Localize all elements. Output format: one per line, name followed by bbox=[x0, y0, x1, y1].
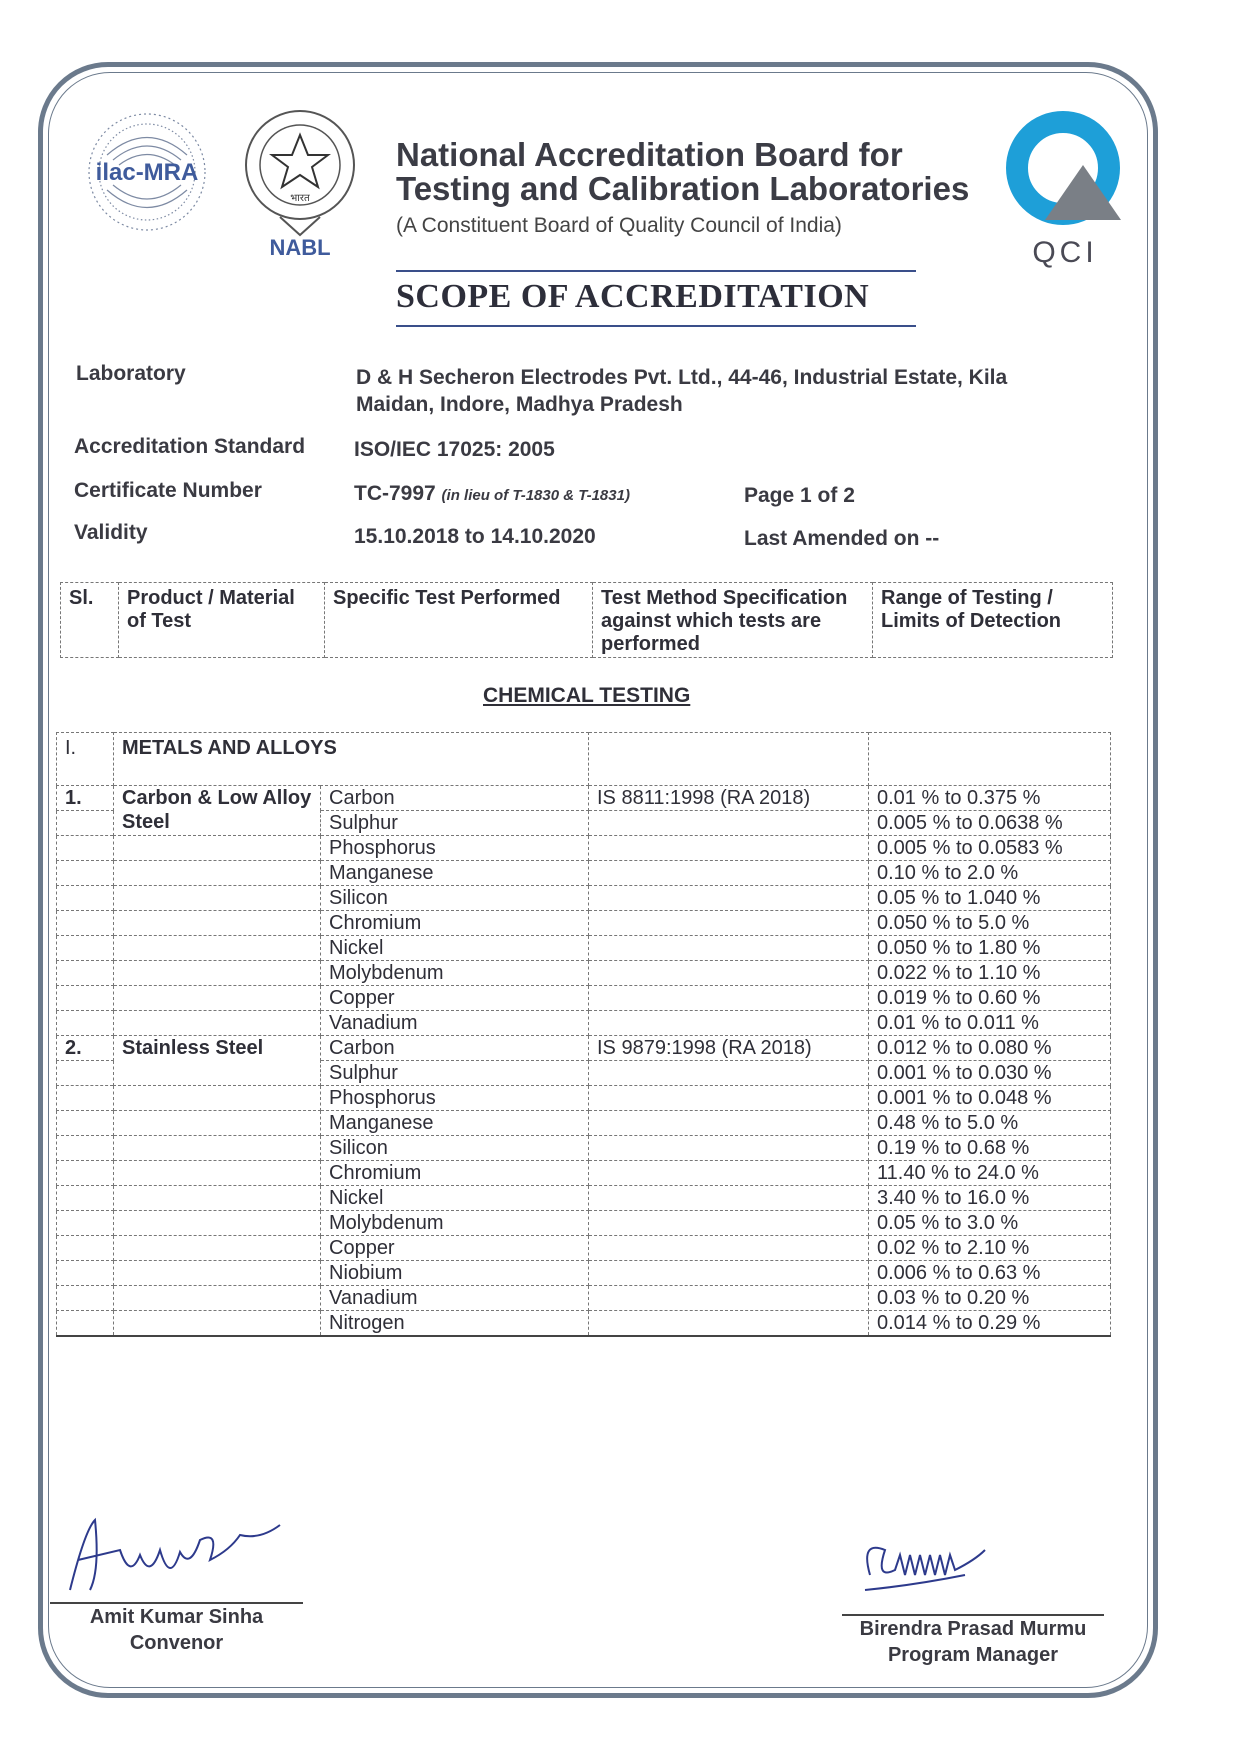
signature-left-name: Amit Kumar Sinha bbox=[89, 1606, 264, 1628]
column-header-table bbox=[60, 582, 1113, 658]
ilac-logo-text: ilac-MRA bbox=[95, 159, 199, 186]
test-name: Manganese bbox=[321, 861, 589, 886]
product-empty bbox=[114, 836, 321, 861]
row-number: 2. bbox=[57, 1036, 114, 1061]
product-empty bbox=[114, 936, 321, 961]
product-empty bbox=[114, 1136, 321, 1161]
range-value: 0.02 % to 2.10 % bbox=[869, 1236, 1111, 1261]
table-row bbox=[57, 936, 1111, 961]
section-row bbox=[57, 733, 1111, 786]
table-row bbox=[57, 911, 1111, 936]
row-number-empty bbox=[57, 1061, 114, 1086]
range-value: 0.05 % to 3.0 % bbox=[869, 1211, 1111, 1236]
col-header-test: Specific Test Performed bbox=[325, 583, 593, 658]
test-name: Phosphorus bbox=[321, 836, 589, 861]
test-name: Molybdenum bbox=[321, 961, 589, 986]
test-name: Silicon bbox=[321, 886, 589, 911]
validity-value: 15.10.2018 to 14.10.2020 bbox=[354, 525, 596, 548]
product-empty bbox=[114, 1236, 321, 1261]
method-cell bbox=[589, 911, 869, 936]
test-name: Carbon bbox=[321, 786, 589, 811]
table-row bbox=[57, 861, 1111, 886]
product-empty bbox=[114, 1011, 321, 1036]
product-empty bbox=[114, 886, 321, 911]
title-rule-top bbox=[396, 270, 916, 272]
table-row bbox=[57, 1236, 1111, 1261]
col-header-product: Product / Material of Test bbox=[119, 583, 325, 658]
signature-left bbox=[60, 1510, 310, 1600]
method-cell bbox=[589, 1186, 869, 1211]
product-empty bbox=[114, 1261, 321, 1286]
ilac-mra-logo bbox=[85, 110, 210, 235]
signature-left-rule bbox=[50, 1602, 303, 1604]
table-row bbox=[57, 986, 1111, 1011]
row-number-empty bbox=[57, 1086, 114, 1111]
certificate-number: TC-7997 bbox=[354, 482, 436, 505]
certificate-label: Certificate Number bbox=[74, 479, 262, 502]
range-value: 0.050 % to 1.80 % bbox=[869, 936, 1111, 961]
row-number-empty bbox=[57, 936, 114, 961]
row-number-empty bbox=[57, 811, 114, 836]
method-cell bbox=[589, 1136, 869, 1161]
range-value: 0.01 % to 0.375 % bbox=[869, 786, 1111, 811]
test-name: Vanadium bbox=[321, 1286, 589, 1311]
col-header-method: Test Method Specification against which tests are performed bbox=[593, 583, 873, 658]
test-name: Phosphorus bbox=[321, 1086, 589, 1111]
qci-logo bbox=[1005, 110, 1130, 270]
row-number-empty bbox=[57, 911, 114, 936]
test-name: Carbon bbox=[321, 1036, 589, 1061]
table-row bbox=[57, 886, 1111, 911]
standard-label: Accreditation Standard bbox=[74, 435, 306, 458]
qci-logo-text: QCI bbox=[1032, 236, 1098, 269]
range-value: 0.019 % to 0.60 % bbox=[869, 986, 1111, 1011]
method-cell bbox=[589, 861, 869, 886]
range-value: 0.050 % to 5.0 % bbox=[869, 911, 1111, 936]
standard-value: ISO/IEC 17025: 2005 bbox=[354, 438, 555, 461]
range-value: 0.005 % to 0.0638 % bbox=[869, 811, 1111, 836]
table-row bbox=[57, 1286, 1111, 1311]
method-cell bbox=[589, 1286, 869, 1311]
test-name: Sulphur bbox=[321, 1061, 589, 1086]
method-cell bbox=[589, 961, 869, 986]
row-number-empty bbox=[57, 861, 114, 886]
row-number-empty bbox=[57, 1261, 114, 1286]
method-cell bbox=[589, 1111, 869, 1136]
table-row bbox=[57, 1136, 1111, 1161]
test-name: Chromium bbox=[321, 1161, 589, 1186]
range-value: 0.03 % to 0.20 % bbox=[869, 1286, 1111, 1311]
row-number-empty bbox=[57, 1286, 114, 1311]
svg-text:भारत: भारत bbox=[290, 193, 310, 204]
row-number-empty bbox=[57, 1161, 114, 1186]
test-name: Silicon bbox=[321, 1136, 589, 1161]
row-number-empty bbox=[57, 1136, 114, 1161]
row-number-empty bbox=[57, 1186, 114, 1211]
product-empty bbox=[114, 986, 321, 1011]
range-value: 3.40 % to 16.0 % bbox=[869, 1186, 1111, 1211]
test-name: Manganese bbox=[321, 1111, 589, 1136]
page-number: Page 1 of 2 bbox=[744, 484, 855, 507]
method-cell bbox=[589, 811, 869, 836]
table-row bbox=[57, 1311, 1111, 1337]
table-row bbox=[57, 1211, 1111, 1236]
nabl-logo-text: NABL bbox=[269, 235, 331, 260]
col-header-range: Range of Testing / Limits of Detection bbox=[873, 583, 1113, 658]
signature-right-rule bbox=[842, 1614, 1104, 1616]
range-value: 0.10 % to 2.0 % bbox=[869, 861, 1111, 886]
method-cell bbox=[589, 1311, 869, 1337]
test-name: Nickel bbox=[321, 1186, 589, 1211]
test-name: Copper bbox=[321, 1236, 589, 1261]
signature-left-role: Convenor bbox=[129, 1632, 224, 1654]
product-empty bbox=[114, 1111, 321, 1136]
table-row bbox=[57, 1111, 1111, 1136]
table-row bbox=[57, 961, 1111, 986]
product-empty bbox=[114, 1186, 321, 1211]
method-cell: IS 9879:1998 (RA 2018) bbox=[589, 1036, 869, 1061]
scope-table bbox=[56, 732, 1111, 1337]
row-number-empty bbox=[57, 1011, 114, 1036]
row-number-empty bbox=[57, 1311, 114, 1337]
table-row bbox=[57, 1186, 1111, 1211]
table-row bbox=[57, 786, 1111, 811]
range-value: 0.01 % to 0.011 % bbox=[869, 1011, 1111, 1036]
product-name: Stainless Steel bbox=[114, 1036, 321, 1086]
method-cell bbox=[589, 836, 869, 861]
test-name: Nickel bbox=[321, 936, 589, 961]
product-empty bbox=[114, 1161, 321, 1186]
row-number-empty bbox=[57, 1211, 114, 1236]
row-number-empty bbox=[57, 961, 114, 986]
range-value: 0.006 % to 0.63 % bbox=[869, 1261, 1111, 1286]
certificate-note: (in lieu of T-1830 & T-1831) bbox=[441, 487, 630, 504]
board-title bbox=[396, 138, 996, 206]
product-empty bbox=[114, 911, 321, 936]
signature-right-role: Program Manager bbox=[887, 1644, 1059, 1666]
method-cell bbox=[589, 1236, 869, 1261]
method-cell bbox=[589, 1261, 869, 1286]
range-value: 0.48 % to 5.0 % bbox=[869, 1111, 1111, 1136]
method-cell bbox=[589, 886, 869, 911]
certificate-value bbox=[354, 482, 630, 506]
product-empty bbox=[114, 1211, 321, 1236]
laboratory-value bbox=[356, 366, 1116, 417]
laboratory-line2: Maidan, Indore, Madhya Pradesh bbox=[356, 393, 683, 416]
range-value: 11.40 % to 24.0 % bbox=[869, 1161, 1111, 1186]
validity-label: Validity bbox=[74, 521, 148, 544]
last-amended: Last Amended on -- bbox=[744, 527, 940, 550]
method-cell bbox=[589, 986, 869, 1011]
method-cell: IS 8811:1998 (RA 2018) bbox=[589, 786, 869, 811]
section-number: I. bbox=[57, 733, 114, 786]
method-cell bbox=[589, 1211, 869, 1236]
table-row bbox=[57, 1086, 1111, 1111]
method-cell bbox=[589, 1011, 869, 1036]
title-rule-bottom bbox=[396, 325, 916, 327]
signature-right bbox=[855, 1530, 1005, 1600]
test-name: Copper bbox=[321, 986, 589, 1011]
board-title-line2: Testing and Calibration Laboratories bbox=[396, 170, 970, 207]
range-value: 0.05 % to 1.040 % bbox=[869, 886, 1111, 911]
board-title-line1: National Accreditation Board for bbox=[396, 136, 903, 173]
range-value: 0.001 % to 0.048 % bbox=[869, 1086, 1111, 1111]
row-number-empty bbox=[57, 836, 114, 861]
laboratory-label: Laboratory bbox=[76, 362, 186, 385]
range-value: 0.005 % to 0.0583 % bbox=[869, 836, 1111, 861]
product-name: Carbon & Low Alloy Steel bbox=[114, 786, 321, 836]
row-number: 1. bbox=[57, 786, 114, 811]
range-value: 0.014 % to 0.29 % bbox=[869, 1311, 1111, 1337]
board-subtitle: (A Constituent Board of Quality Council of India) bbox=[396, 214, 842, 237]
row-number-empty bbox=[57, 886, 114, 911]
signature-right-name: Birendra Prasad Murmu bbox=[859, 1618, 1087, 1640]
product-empty bbox=[114, 1311, 321, 1337]
product-empty bbox=[114, 861, 321, 886]
range-value: 0.19 % to 0.68 % bbox=[869, 1136, 1111, 1161]
row-number-empty bbox=[57, 986, 114, 1011]
col-header-sl: Sl. bbox=[61, 583, 119, 658]
test-name: Sulphur bbox=[321, 811, 589, 836]
table-row bbox=[57, 1036, 1111, 1061]
product-empty bbox=[114, 961, 321, 986]
chemical-testing-heading: CHEMICAL TESTING bbox=[483, 684, 691, 707]
scope-title: SCOPE OF ACCREDITATION bbox=[396, 278, 870, 315]
range-value: 0.001 % to 0.030 % bbox=[869, 1061, 1111, 1086]
table-row bbox=[57, 1161, 1111, 1186]
table-row bbox=[57, 1011, 1111, 1036]
method-cell bbox=[589, 1061, 869, 1086]
row-number-empty bbox=[57, 1111, 114, 1136]
section-title: METALS AND ALLOYS bbox=[114, 733, 589, 786]
method-cell bbox=[589, 936, 869, 961]
product-empty bbox=[114, 1086, 321, 1111]
laboratory-line1: D & H Secheron Electrodes Pvt. Ltd., 44-46, Industrial Estate, Kila bbox=[356, 366, 1008, 389]
nabl-logo bbox=[240, 105, 360, 265]
table-row bbox=[57, 1261, 1111, 1286]
test-name: Nitrogen bbox=[321, 1311, 589, 1337]
product-empty bbox=[114, 1286, 321, 1311]
test-name: Chromium bbox=[321, 911, 589, 936]
range-value: 0.022 % to 1.10 % bbox=[869, 961, 1111, 986]
test-name: Niobium bbox=[321, 1261, 589, 1286]
range-value: 0.012 % to 0.080 % bbox=[869, 1036, 1111, 1061]
table-row bbox=[57, 836, 1111, 861]
test-name: Vanadium bbox=[321, 1011, 589, 1036]
method-cell bbox=[589, 1086, 869, 1111]
row-number-empty bbox=[57, 1236, 114, 1261]
test-name: Molybdenum bbox=[321, 1211, 589, 1236]
method-cell bbox=[589, 1161, 869, 1186]
